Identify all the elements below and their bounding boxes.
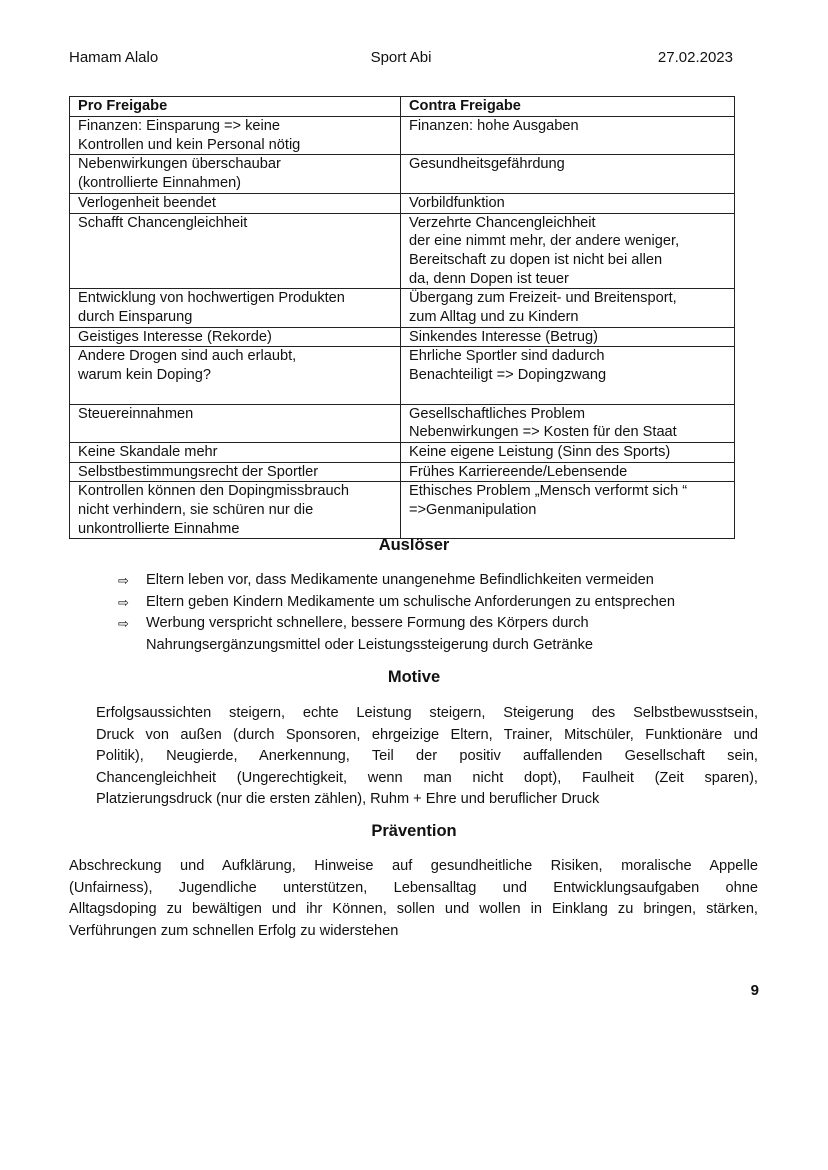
pro-cell-line: Schafft Chancengleichheit bbox=[78, 214, 248, 231]
pro-cell bbox=[70, 289, 401, 327]
list-item-text: Eltern geben Kindern Medikamente um schulische Anforderungen zu entsprechen bbox=[146, 593, 675, 610]
table-row bbox=[70, 462, 735, 482]
pro-cell-line: Kontrollen und kein Personal nötig bbox=[78, 136, 301, 153]
pro-cell bbox=[70, 327, 401, 347]
table-row bbox=[70, 347, 735, 404]
pro-cell-line: Finanzen: Einsparung => keine bbox=[78, 118, 281, 134]
pro-cell bbox=[70, 462, 401, 482]
page-header bbox=[69, 49, 733, 69]
contra-cell-line: Ethisches Problem „Mensch verformt sich “ bbox=[409, 483, 688, 500]
paragraph-line: Chancengleichheit (Ungerechtigkeit, wenn man nicht dopt), Faulheit (Zeit sparen), bbox=[96, 769, 758, 786]
ausloeser-list bbox=[118, 570, 768, 656]
section-title-ausloeser: Auslöser bbox=[378, 536, 450, 554]
list-item-text: Werbung verspricht schnellere, bessere Formung des Körpers durch bbox=[146, 615, 589, 631]
pro-contra-table bbox=[69, 96, 735, 539]
paragraph-line: Abschreckung und Aufklärung, Hinweise auf gesundheitliche Risiken, moralische Appelle bbox=[69, 858, 758, 874]
page-number: 9 bbox=[750, 982, 759, 999]
list-item bbox=[118, 570, 768, 592]
table-row bbox=[70, 117, 735, 155]
pro-cell-line: Steuereinnahmen bbox=[78, 405, 194, 422]
pro-cell-line: Geistiges Interesse (Rekorde) bbox=[78, 328, 272, 345]
contra-cell bbox=[401, 117, 735, 155]
table-row bbox=[70, 213, 735, 289]
contra-cell bbox=[401, 442, 735, 462]
table-row bbox=[70, 193, 735, 213]
contra-cell bbox=[401, 155, 735, 193]
arrow-right-icon: ⇨ bbox=[118, 573, 129, 588]
contra-cell-line: zum Alltag und zu Kindern bbox=[409, 309, 579, 326]
pro-cell bbox=[70, 117, 401, 155]
paragraph-line: Platzierungsdruck (nur die ersten zählen), Ruhm + Ehre und beruflicher Druck bbox=[96, 791, 600, 808]
contra-cell-line: Nebenwirkungen => Kosten für den Staat bbox=[409, 424, 677, 441]
contra-cell-line: =>Genmanipulation bbox=[409, 502, 537, 519]
contra-cell-line: Vorbildfunktion bbox=[409, 194, 505, 211]
table-header-row bbox=[70, 97, 735, 117]
pro-cell-line: Keine Skandale mehr bbox=[78, 443, 218, 460]
contra-cell bbox=[401, 404, 735, 442]
pro-cell bbox=[70, 193, 401, 213]
list-item-text: Eltern leben vor, dass Medikamente unangenehme Befindlichkeiten vermeiden bbox=[146, 572, 654, 588]
pro-cell-line bbox=[78, 385, 400, 404]
list-item bbox=[118, 613, 768, 656]
contra-cell-line: da, denn Dopen ist teuer bbox=[409, 270, 569, 287]
pro-cell bbox=[70, 404, 401, 442]
pro-cell bbox=[70, 155, 401, 193]
arrow-right-icon: ⇨ bbox=[118, 616, 129, 631]
contra-cell-line: Verzehrte Chancengleichheit bbox=[409, 214, 596, 231]
paragraph-line: Verführungen zum schnellen Erfolg zu widerstehen bbox=[69, 922, 399, 939]
contra-cell-line: Finanzen: hohe Ausgaben bbox=[409, 118, 579, 134]
header-subject: Sport Abi bbox=[370, 49, 432, 66]
paragraph-line: Politik), Neugierde, Anerkennung, Teil der positiv auffallenden Gesellschaft sein, bbox=[96, 748, 758, 765]
contra-cell-line: Übergang zum Freizeit- und Breitensport, bbox=[409, 290, 677, 307]
contra-cell-line: Gesundheitsgefährdung bbox=[409, 156, 565, 173]
pro-cell-line: nicht verhindern, sie schüren nur die bbox=[78, 502, 314, 519]
table-row bbox=[70, 289, 735, 327]
contra-cell bbox=[401, 347, 735, 404]
contra-cell bbox=[401, 462, 735, 482]
section-title-motive: Motive bbox=[387, 668, 441, 686]
arrow-right-icon: ⇨ bbox=[118, 594, 129, 610]
pro-cell-line: unkontrollierte Einnahme bbox=[78, 520, 240, 537]
paragraph-line: Alltagsdoping zu bewältigen und ihr Können, sollen und wollen in Einklang zu bringen, stärken, bbox=[69, 901, 758, 918]
contra-cell-line: der eine nimmt mehr, der andere weniger, bbox=[409, 233, 680, 250]
contra-cell-line: Ehrliche Sportler sind dadurch bbox=[409, 348, 605, 365]
contra-cell bbox=[401, 289, 735, 327]
table-row bbox=[70, 404, 735, 442]
pro-cell-line: (kontrollierte Einnahmen) bbox=[78, 175, 242, 192]
contra-cell bbox=[401, 327, 735, 347]
table-row bbox=[70, 327, 735, 347]
contra-header: Contra Freigabe bbox=[401, 97, 735, 117]
table-row bbox=[70, 155, 735, 193]
pro-cell-line: Nebenwirkungen überschaubar bbox=[78, 156, 281, 173]
paragraph-line: Erfolgsaussichten steigern, echte Leistung steigern, Steigerung des Selbstbewusstsein, bbox=[96, 705, 758, 721]
header-date: 27.02.2023 bbox=[657, 49, 733, 66]
pro-cell-line: durch Einsparung bbox=[78, 309, 193, 326]
pro-cell-line: Kontrollen können den Dopingmissbrauch bbox=[78, 483, 349, 500]
contra-cell-line: Keine eigene Leistung (Sinn des Sports) bbox=[409, 443, 671, 460]
pro-cell bbox=[70, 442, 401, 462]
praevention-paragraph bbox=[69, 856, 758, 942]
paragraph-line: Druck von außen (durch Sponsoren, ehrgeizige Eltern, Trainer, Mitschüler, Funktionäre und bbox=[96, 726, 758, 743]
contra-cell-line: Bereitschaft zu dopen ist nicht bei allen bbox=[409, 251, 663, 268]
pro-cell-line: Entwicklung von hochwertigen Produkten bbox=[78, 290, 345, 307]
contra-cell-line: Frühes Karriereende/Lebensende bbox=[409, 463, 628, 480]
pro-cell bbox=[70, 482, 401, 539]
header-author: Hamam Alalo bbox=[69, 49, 159, 66]
table-body bbox=[70, 117, 735, 539]
table-row bbox=[70, 442, 735, 462]
pro-cell-line: Selbstbestimmungsrecht der Sportler bbox=[78, 463, 319, 480]
contra-cell bbox=[401, 482, 735, 539]
list-item-text: Nahrungsergänzungsmittel oder Leistungssteigerung durch Getränke bbox=[146, 636, 593, 653]
pro-cell bbox=[70, 213, 401, 289]
section-title-praevention: Prävention bbox=[371, 822, 457, 840]
pro-cell bbox=[70, 347, 401, 404]
contra-cell bbox=[401, 213, 735, 289]
pro-header: Pro Freigabe bbox=[70, 97, 401, 117]
pro-cell-line: Andere Drogen sind auch erlaubt, bbox=[78, 348, 297, 365]
contra-cell-line: Benachteiligt => Dopingzwang bbox=[409, 367, 607, 384]
pro-cell-line bbox=[78, 423, 400, 442]
list-item bbox=[118, 592, 768, 614]
contra-cell-line bbox=[409, 385, 734, 404]
contra-cell-line: Sinkendes Interesse (Betrug) bbox=[409, 328, 599, 345]
contra-cell bbox=[401, 193, 735, 213]
table-row bbox=[70, 482, 735, 539]
motive-paragraph bbox=[96, 703, 758, 811]
contra-cell-line: Gesellschaftliches Problem bbox=[409, 405, 586, 422]
paragraph-line: (Unfairness), Jugendliche unterstützen, Lebensalltag und Entwicklungsaufgaben ohne bbox=[69, 879, 758, 896]
pro-cell-line: warum kein Doping? bbox=[78, 367, 212, 384]
pro-cell-line: Verlogenheit beendet bbox=[78, 194, 216, 211]
